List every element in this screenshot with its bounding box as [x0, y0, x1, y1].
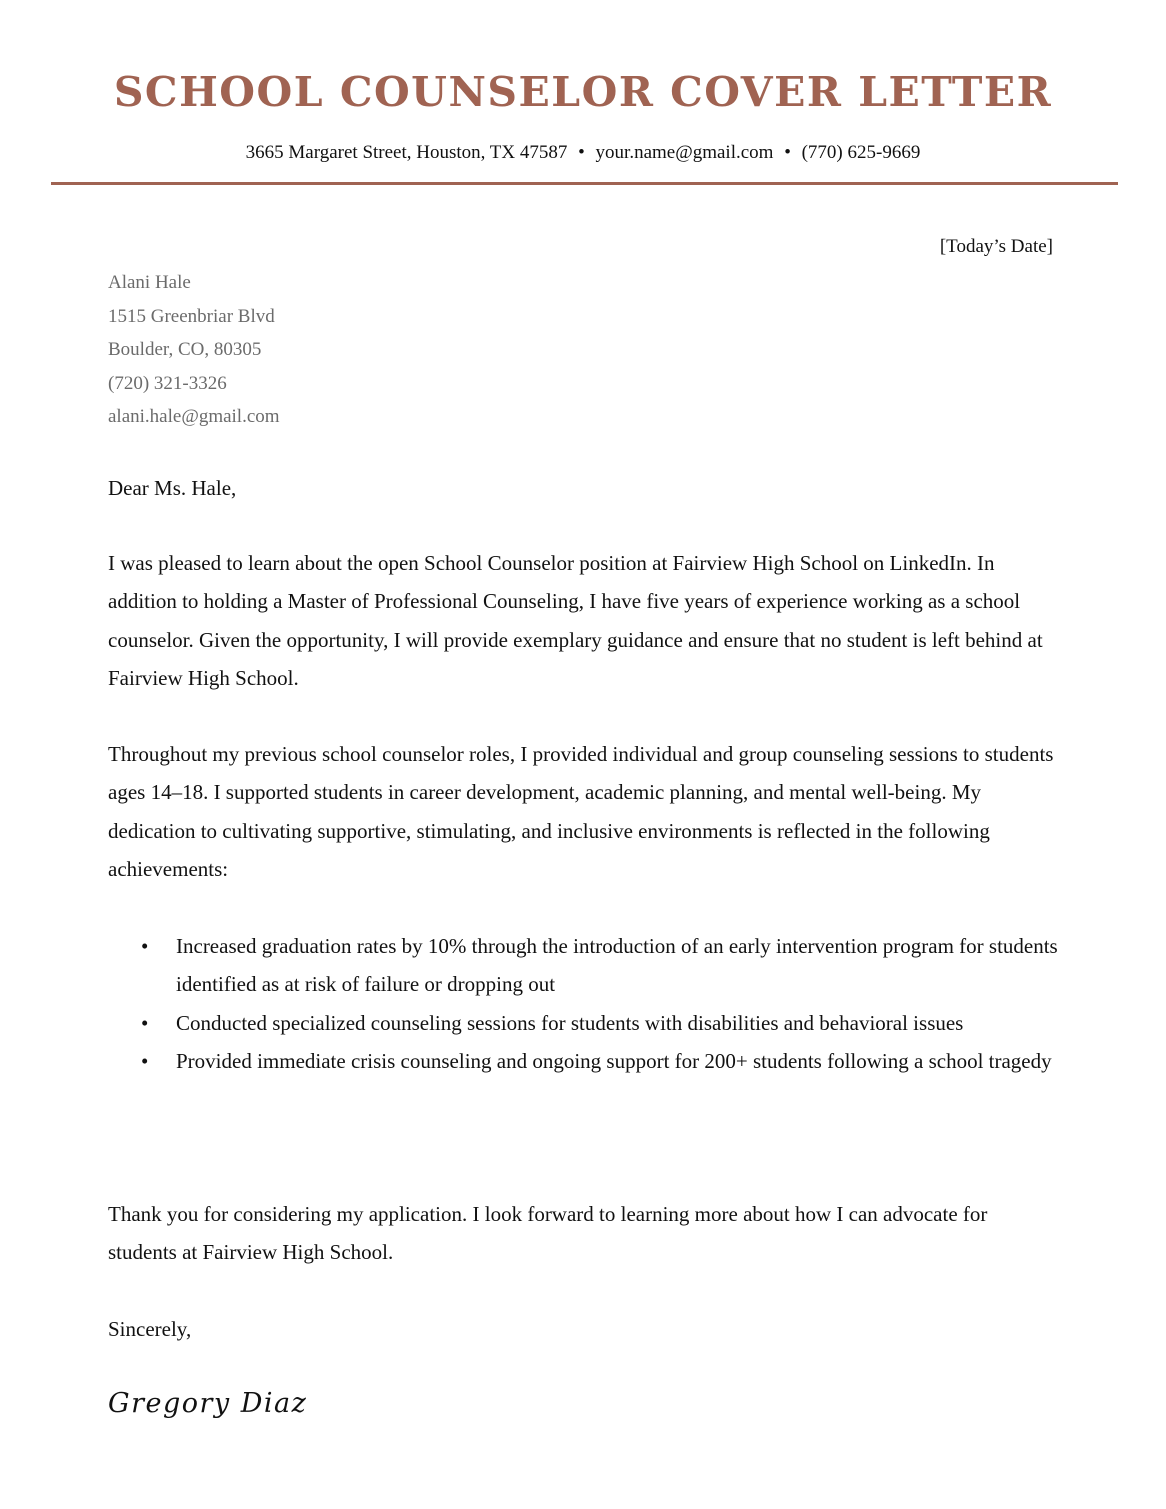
header-divider: [51, 182, 1118, 185]
paragraph-intro: I was pleased to learn about the open School Counselor position at Fairview High School on LinkedIn. In addition to holding a Master of Professional Counseling, I have five years of experience working as a school counselor. Given the opportunity, I will provide exemplary guidance and ensure that no student is left behind at Fairview High School.: [108, 551, 1043, 690]
bullet-icon: •: [141, 1010, 149, 1035]
salutation: Dear Ms. Hale,: [108, 476, 237, 500]
bullet-separator: •: [578, 142, 585, 163]
achievements-list: [108, 927, 1058, 1080]
signature: Gregory Diaz: [108, 1388, 308, 1419]
letter-date: [Today’s Date]: [939, 236, 1053, 257]
closing: Sincerely,: [108, 1317, 192, 1341]
paragraph-closing: Thank you for considering my application. I look forward to learning more about how I can advocate for students at Fairview High School.: [108, 1202, 988, 1265]
recipient-name: Alani Hale: [108, 272, 191, 293]
document-title: SCHOOL COUNSELOR COVER LETTER: [113, 68, 1053, 116]
sender-email: your.name@gmail.com: [595, 142, 774, 163]
bullet-icon: •: [141, 1048, 149, 1073]
recipient-block: [108, 266, 280, 434]
bullet-separator: •: [784, 142, 791, 163]
bullet-icon: •: [141, 934, 149, 958]
sender-address: 3665 Margaret Street, Houston, TX 47587: [245, 142, 568, 163]
sender-phone: (770) 625-9669: [801, 142, 921, 163]
list-item: • Increased graduation rates by 10% through the introduction of an early intervention program for students identified as at risk of failure or dropping out: [108, 927, 1058, 1004]
list-item: • Conducted specialized counseling sessions for students with disabilities and behavioral issues: [108, 1004, 1058, 1042]
paragraph-experience: Throughout my previous school counselor roles, I provided individual and group counseling sessions to students ages 14–18. I supported students in career development, academic planning, and mental well-being. My dedication to cultivating supportive, stimulating, and inclusive environments is reflected in the following achievements:: [108, 742, 1054, 881]
recipient-phone: (720) 321-3326: [108, 372, 227, 394]
sender-contact-line: [0, 142, 1166, 164]
recipient-city: Boulder, CO, 80305: [108, 339, 262, 360]
recipient-email: alani.hale@gmail.com: [108, 406, 280, 427]
list-item: • Provided immediate crisis counseling and ongoing support for 200+ students following a school tragedy: [108, 1042, 1058, 1080]
recipient-street: 1515 Greenbriar Blvd: [108, 305, 275, 327]
